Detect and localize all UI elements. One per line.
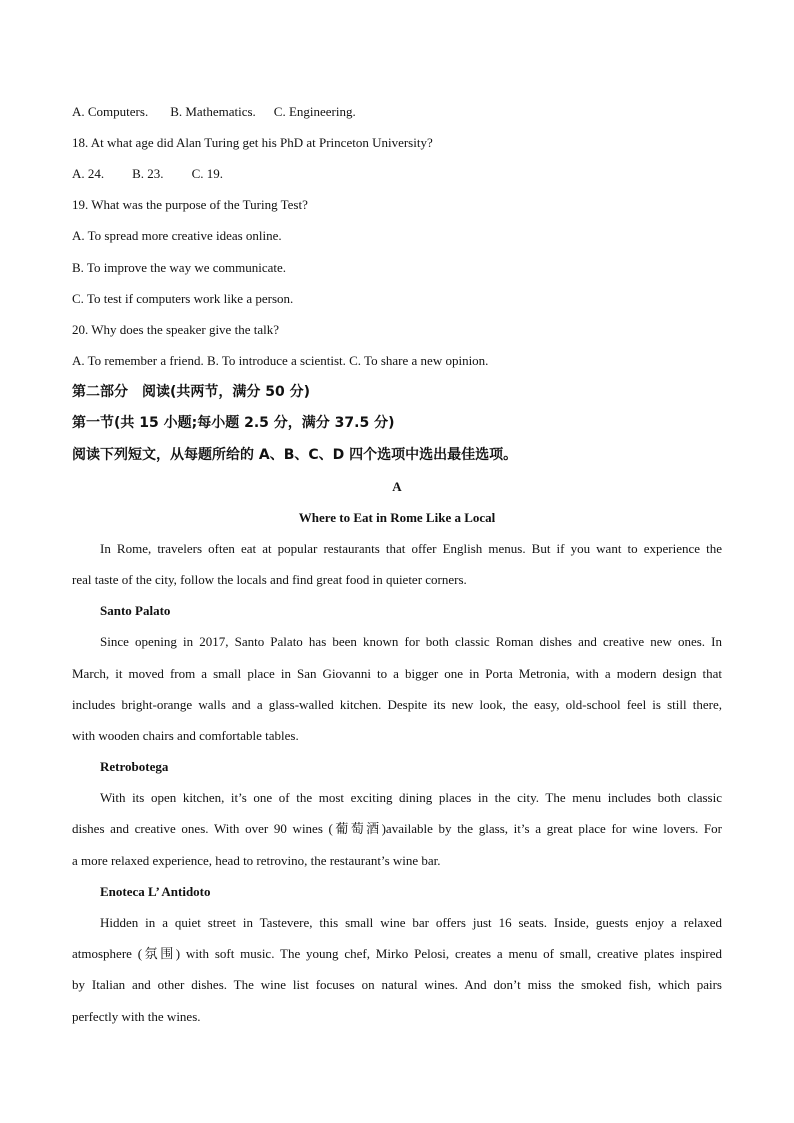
section-subtitle: 第一节(共 15 小题;每小题 2.5 分，满分 37.5 分) (72, 415, 395, 431)
retrobotega-line-3: a more relaxed experience, head to retrovino, the restaurant’s wine bar. (72, 853, 441, 868)
q20-question: 20. Why does the speaker give the talk? (72, 322, 279, 337)
retrobotega-line-1: With its open kitchen, it’s one of the most exciting dining places in the city. The menu includes both classic (100, 790, 722, 805)
passage-title: Where to Eat in Rome Like a Local (298, 510, 496, 525)
restaurant-name-enoteca: Enoteca L’ Antidoto (100, 884, 211, 899)
enoteca-line-3: by Italian and other dishes. The wine list focuses on natural wines. And don’t miss the smoked fish, which pairs (72, 977, 722, 992)
q18-option-a: A. 24. (72, 166, 105, 181)
q17-options (72, 104, 356, 120)
q18-option-b: B. 23. (132, 166, 164, 181)
q17-option-b: B. Mathematics. (170, 104, 256, 119)
q19-option-a: A. To spread more creative ideas online. (72, 228, 282, 243)
part-title: 第二部分 阅读(共两节，满分 50 分) (72, 384, 311, 400)
intro-line-1: In Rome, travelers often eat at popular restaurants that offer English menus. But if you want to experience the (100, 541, 722, 556)
enoteca-line-2: atmosphere (氛围) with soft music. The young chef, Mirko Pelosi, creates a menu of small, creative plates inspired (72, 946, 722, 961)
section-instruction: 阅读下列短文，从每题所给的 A、B、C、D 四个选项中选出最佳选项。 (72, 447, 518, 463)
intro-line-2: real taste of the city, follow the locals and find great food in quieter corners. (72, 572, 467, 587)
q18-option-c: C. 19. (191, 166, 223, 181)
q17-option-a: A. Computers. (72, 104, 149, 119)
santo-palato-line-2: March, it moved from a small place in San Giovanni to a bigger one in Porta Metronia, with a modern design that (72, 666, 722, 681)
enoteca-line-1: Hidden in a quiet street in Tastevere, this small wine bar offers just 16 seats. Inside, guests enjoy a relaxed (100, 915, 722, 930)
q17-option-c: C. Engineering. (273, 104, 356, 119)
q20-options: A. To remember a friend. B. To introduce a scientist. C. To share a new opinion. (72, 353, 489, 368)
q18-question: 18. At what age did Alan Turing get his PhD at Princeton University? (72, 135, 433, 150)
santo-palato-line-3: includes bright-orange walls and a glass-walled kitchen. Despite its new look, the easy, old-school feel is still there, (72, 697, 722, 712)
q19-option-c: C. To test if computers work like a person. (72, 291, 294, 306)
enoteca-line-4: perfectly with the wines. (72, 1009, 201, 1024)
passage-label: A (392, 479, 402, 494)
q19-option-b: B. To improve the way we communicate. (72, 260, 287, 275)
retrobotega-line-2: dishes and creative ones. With over 90 wines (葡萄酒)available by the glass, it’s a great place for wine lovers. For (72, 821, 722, 836)
santo-palato-line-4: with wooden chairs and comfortable tables. (72, 728, 299, 743)
santo-palato-line-1: Since opening in 2017, Santo Palato has been known for both classic Roman dishes and creative new ones. In (100, 634, 722, 649)
q18-options (72, 166, 223, 182)
restaurant-name-santo-palato: Santo Palato (100, 603, 171, 618)
q19-question: 19. What was the purpose of the Turing Test? (72, 197, 308, 212)
restaurant-name-retrobotega: Retrobotega (100, 759, 169, 774)
